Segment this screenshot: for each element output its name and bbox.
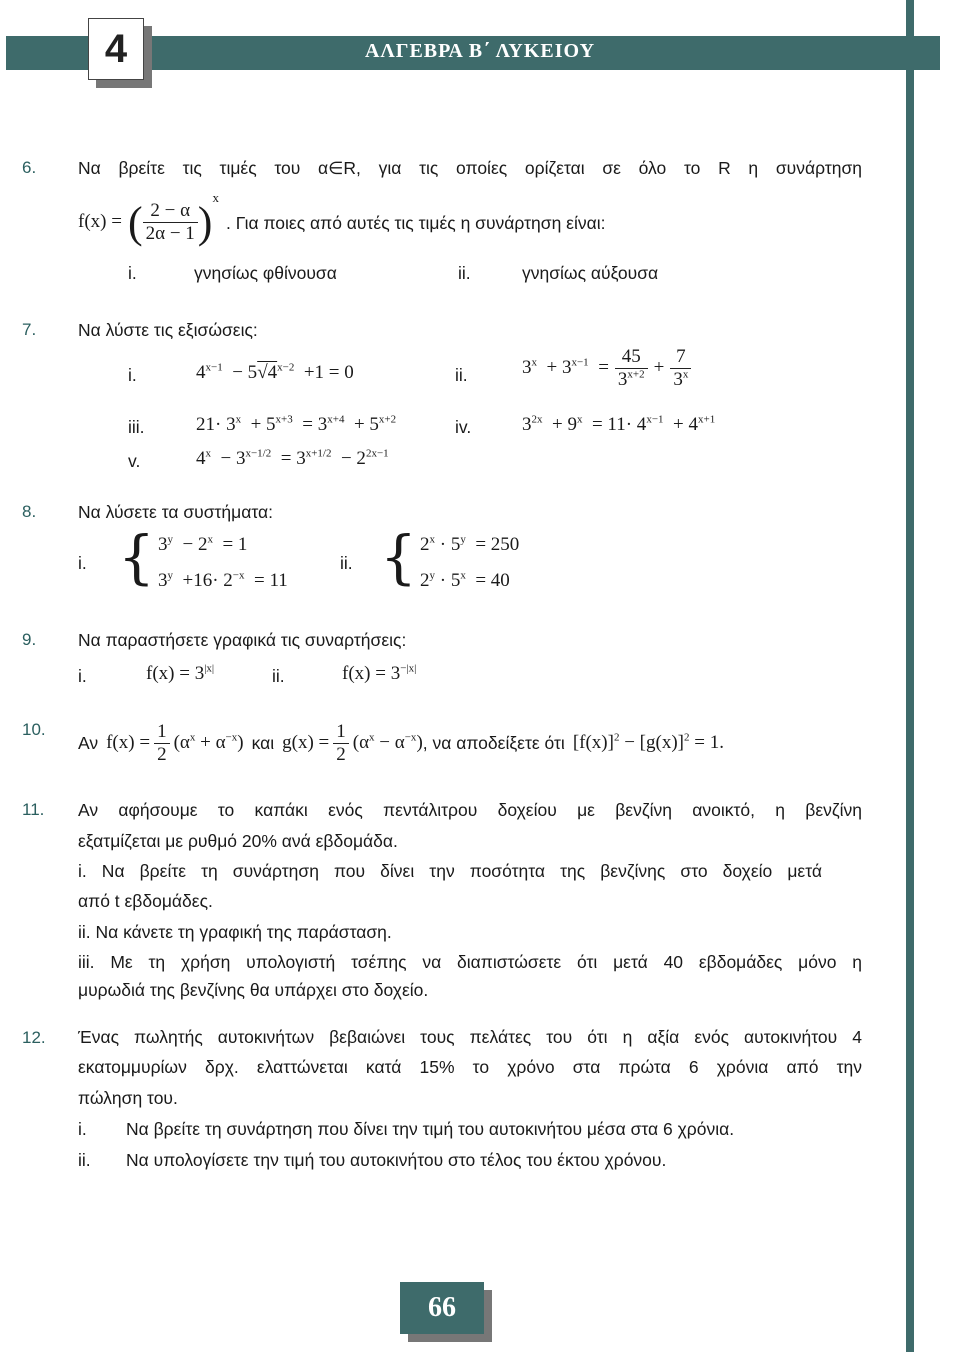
exercise-12-line3: πώληση του. (78, 1088, 178, 1108)
exercise-10-prefix: Αν (78, 732, 99, 753)
eq-v: $4^x - 3^{x-1/2} = 3^{x+1/2} - 2^{2x-1}$ (196, 447, 389, 469)
sys-i-eq1: $3^y - 2^x = 1$ (158, 533, 248, 555)
page-title: ΑΛΓΕΒΡΑ Β΄ ΛΥΚΕΙΟΥ (364, 40, 596, 62)
sys-i-eq2: $3^y +16\cdot 2^{-x} = 11$ (158, 569, 288, 591)
exercise-11-number: 11. (22, 800, 45, 819)
eq-ii: $3^x + 3^{x-1}$ = $\frac{45}{3^{x+2}}$ + $\frac{7}{3^x}$ (522, 346, 691, 391)
graph-i-label: i. (78, 666, 87, 686)
exercise-6-line2: . Για ποιες από αυτές τις τιμές η συνάρτηση είναι: (226, 213, 606, 233)
graph-ii: $f(x) = 3^{-|x|}$ (342, 662, 417, 684)
paren-close: ) (197, 197, 213, 247)
exponent: x (212, 190, 219, 205)
eq-iv: $3^{2x} + 9^x = 11\cdot 4^{x-1} + 4^{x+1}$ (522, 413, 716, 435)
page-number: 66 (428, 1292, 456, 1323)
eq-v-label: v. (128, 451, 141, 471)
exercise-8-number: 8. (22, 502, 37, 521)
exercise-11-line3: i. Να βρείτε τη συνάρτηση που δίνει την ποσότητα της βενζίνης στο δοχείο μετά (78, 861, 822, 881)
sys-ii-eq2: $2^y \cdot 5^x = 40$ (420, 569, 510, 591)
exercise-11-line5: ii. Να κάνετε τη γραφική της παράσταση. (78, 922, 392, 942)
exercise-9-number: 9. (22, 630, 37, 649)
exercise-11-line4: από t εβδομάδες. (78, 891, 213, 911)
page-number-box (400, 1282, 484, 1334)
exercise-12-line1: Ένας πωλητής αυτοκινήτων βεβαιώνει τους πελάτες του ότι η αξία ενός αυτοκινήτου 4 (78, 1027, 862, 1047)
frac-denominator: 2α − 1 (145, 222, 195, 244)
eq-iii: $21\cdot 3^x + 5^{x+3} = 3^{x+4} + 5^{x+2}$ (196, 413, 397, 435)
eq-ii-label: ii. (455, 365, 468, 385)
f-lhs: f(x) = (78, 211, 122, 232)
frac-numerator: 2 − α (143, 200, 198, 223)
sys-i-brace: { (118, 523, 155, 591)
exercise-7-number: 7. (22, 320, 37, 339)
eq-i: $4^{x-1} - 5√4^{x-2} +1 = 0$ (196, 361, 354, 383)
exercise-6-opt-ii: γνησίως αύξουσα (522, 263, 659, 283)
fraction (143, 200, 198, 245)
exercise-6-opt-i: γνησίως φθίνουσα (194, 263, 337, 283)
exercise-12-i-text: Να βρείτε τη συνάρτηση που δίνει την τιμή του αυτοκινήτου μέσα στα 6 χρόνια. (126, 1119, 735, 1139)
paren-open: ( (127, 197, 143, 247)
exercise-6-number: 6. (22, 158, 37, 177)
exercise-8-intro: Να λύσετε τα συστήματα: (78, 502, 274, 522)
exercise-10-suffix: , να αποδείξετε ότι (422, 732, 565, 753)
exercise-11-line2: εξατμίζεται με ρυθμό 20% ανά εβδομάδα. (78, 831, 398, 851)
exercise-6-line1: Να βρείτε τις τιμές του α∈R, για τις οποίες ορίζεται σε όλο το R η συνάρτηση (78, 158, 862, 178)
exercise-12-number: 12. (22, 1028, 46, 1047)
graph-ii-label: ii. (272, 666, 285, 686)
exercise-12-i-label: i. (78, 1119, 87, 1139)
sys-ii-label: ii. (340, 553, 353, 573)
sys-ii-eq1: $2^x \cdot 5^y = 250$ (420, 533, 520, 555)
eq-i-label: i. (128, 365, 137, 385)
graph-i: $f(x) = 3^{|x|}$ (146, 662, 215, 684)
exercise-6-formula (78, 192, 219, 252)
exercise-6-opt-ii-label: ii. (458, 263, 471, 283)
eq-iv-label: iv. (455, 417, 472, 437)
exercise-10-formula: Αν f(x) = $\frac{1}{2}$ $(\alpha^x + \alpha^{-x})$ και g(x) = $\frac{1}{2}$ $(\alpha^x - \alpha^{-x})$ , να αποδείξετε ότι $[f(x)]^2 - [g(x)]^2 = 1$. (78, 720, 724, 765)
exercise-11-line7: μυρωδιά της βενζίνης θα υπάρχει στο δοχείο. (78, 980, 429, 1000)
sys-ii-brace: { (380, 523, 417, 591)
exercise-9-intro: Να παραστήσετε γραφικά τις συναρτήσεις: (78, 630, 407, 650)
exercise-12-ii-label: ii. (78, 1150, 91, 1170)
exercise-11-line6: iii. Με τη χρήση υπολογιστή τσέπης να διαπιστώσετε ότι μετά 40 εβδομάδες μόνο η (78, 952, 862, 972)
exercise-10-number: 10. (22, 720, 46, 739)
chapter-box (88, 18, 144, 80)
exercise-10-and: και (251, 732, 275, 753)
header-vertical-bar (906, 0, 914, 1352)
exercise-7-intro: Να λύστε τις εξισώσεις: (78, 320, 258, 340)
sys-i-label: i. (78, 553, 87, 573)
eq-iii-label: iii. (128, 417, 145, 437)
exercise-12-line2: εκατομμυρίων δρχ. ελαττώνεται κατά 15% το χρόνο στα πρώτα 6 χρόνια από την (78, 1057, 862, 1077)
exercise-6-opt-i-label: i. (128, 263, 137, 283)
exercise-11-line1: Αν αφήσουμε το καπάκι ενός πεντάλιτρου δοχείου με βενζίνη ανοικτό, η βενζίνη (78, 800, 862, 820)
exercise-12-ii-text: Να υπολογίσετε την τιμή του αυτοκινήτου στο τέλος του έκτου χρόνου. (126, 1150, 667, 1170)
chapter-number: 4 (104, 26, 128, 71)
